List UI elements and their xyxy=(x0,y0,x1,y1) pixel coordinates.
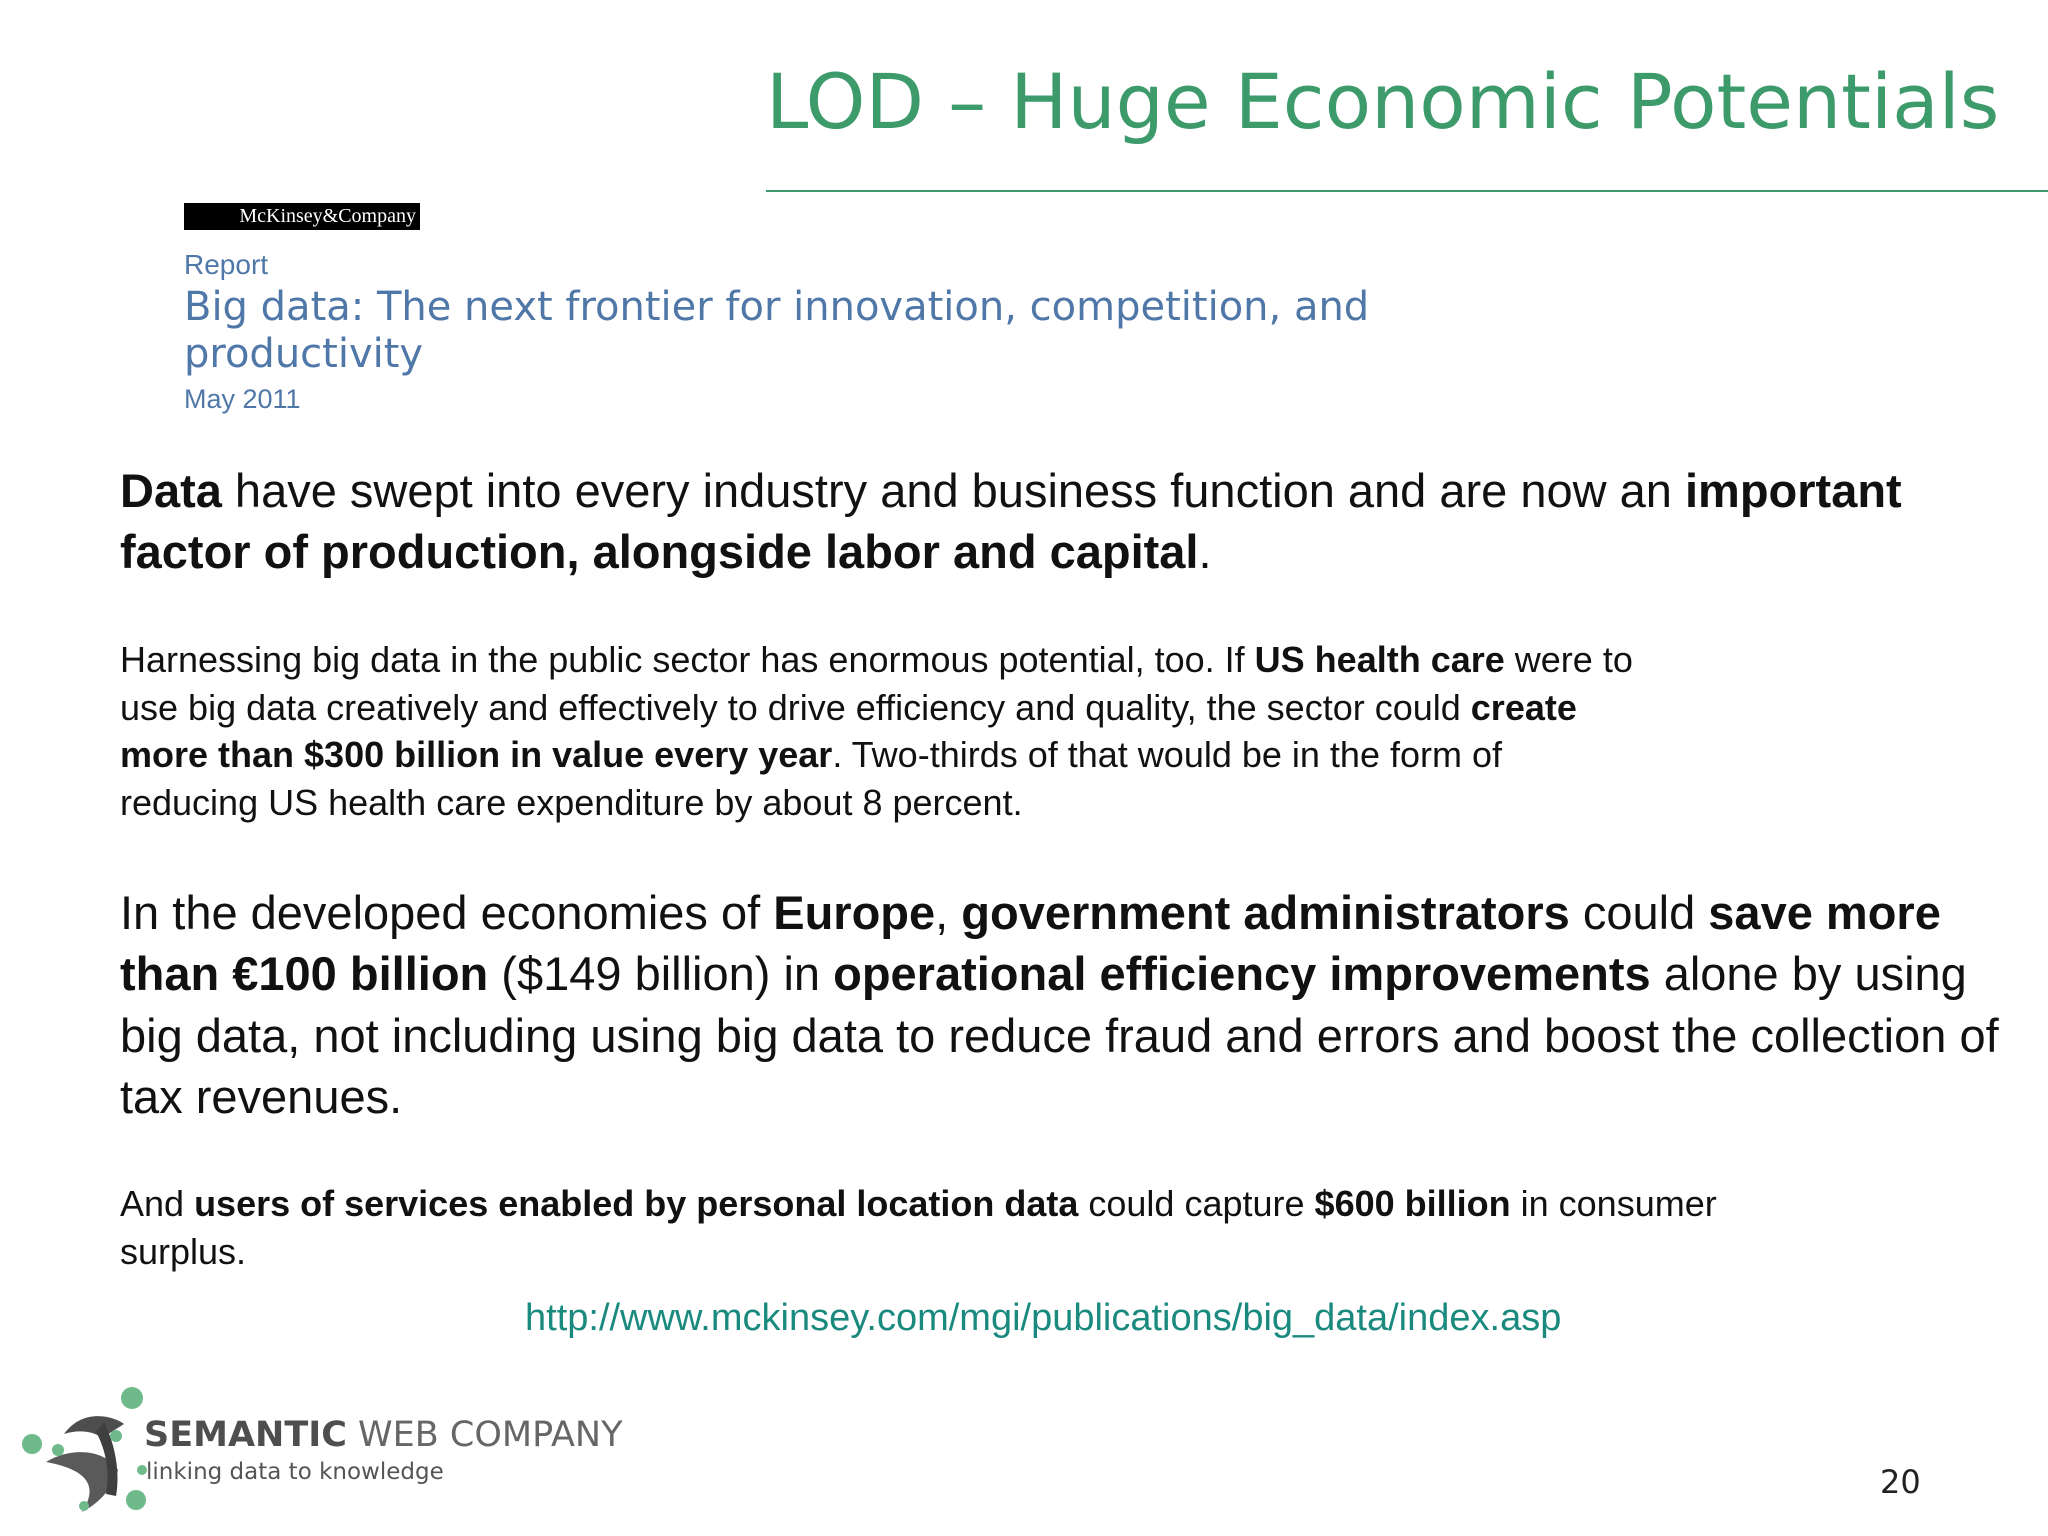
body-text: , xyxy=(935,886,962,939)
page-number: 20 xyxy=(1880,1463,1921,1501)
paragraph-location-data xyxy=(120,1180,1760,1275)
emphasis-text: $600 billion xyxy=(1314,1183,1511,1224)
body-text: alone by using big data, not including using big data to reduce fraud and errors and boost the collection of tax revenues. xyxy=(120,947,1999,1123)
company-tagline: linking data to knowledge xyxy=(146,1459,444,1485)
report-label: Report xyxy=(184,249,269,280)
emphasis-text: save more than €100 billion xyxy=(120,886,1941,1001)
body-text: And xyxy=(120,1183,195,1224)
emphasis-text: important factor of production, alongside labor and capital xyxy=(120,464,1902,578)
body-text: . Two-thirds of that would be in the form of reducing US health care expenditure by about 8 percent. xyxy=(120,734,1503,823)
semantic-web-company-logo xyxy=(20,1376,623,1526)
body-text: . xyxy=(1198,525,1212,578)
body-text: were to use big data creatively and effectively to drive efficiency and quality, the sector could xyxy=(120,639,1633,728)
report-title: Big data: The next frontier for innovation, competition, and productivity xyxy=(184,284,1370,377)
emphasis-text: Data xyxy=(120,464,222,517)
company-name xyxy=(144,1414,622,1456)
semantic-web-company-logo-icon xyxy=(20,1376,150,1526)
paragraph-europe-government xyxy=(120,882,2020,1127)
body-text: ($149 billion) in xyxy=(488,947,834,1001)
slide-title: LOD – Huge Economic Potentials xyxy=(766,57,2000,146)
company-name-bold: SEMANTIC xyxy=(144,1415,347,1455)
emphasis-text: users of services enabled by personal location data xyxy=(194,1183,1079,1224)
body-text: in consumer surplus. xyxy=(120,1183,1717,1272)
body-text: Harnessing big data in the public sector has enormous potential, too. If xyxy=(120,639,1255,680)
company-name-light: WEB COMPANY xyxy=(346,1415,623,1455)
body-text: could capture xyxy=(1078,1183,1315,1224)
paragraph-data-production xyxy=(120,460,2000,582)
emphasis-text: Europe xyxy=(773,886,936,939)
title-divider xyxy=(766,190,2048,192)
emphasis-text: create more than $300 billion in value every year xyxy=(120,686,1577,775)
emphasis-text: US health care xyxy=(1254,639,1505,680)
report-date: May 2011 xyxy=(184,384,301,414)
emphasis-text: operational efficiency improvements xyxy=(833,947,1651,1001)
body-text: In the developed economies of xyxy=(120,886,774,939)
mckinsey-logo: McKinsey&Company xyxy=(184,203,420,230)
source-link[interactable]: http://www.mckinsey.com/mgi/publications/big_data/index.asp xyxy=(525,1297,1562,1339)
body-text: have swept into every industry and business function and are now an xyxy=(221,464,1685,517)
body-text: could xyxy=(1569,886,1709,939)
emphasis-text: government administrators xyxy=(961,886,1570,939)
paragraph-health-care xyxy=(120,636,1640,826)
